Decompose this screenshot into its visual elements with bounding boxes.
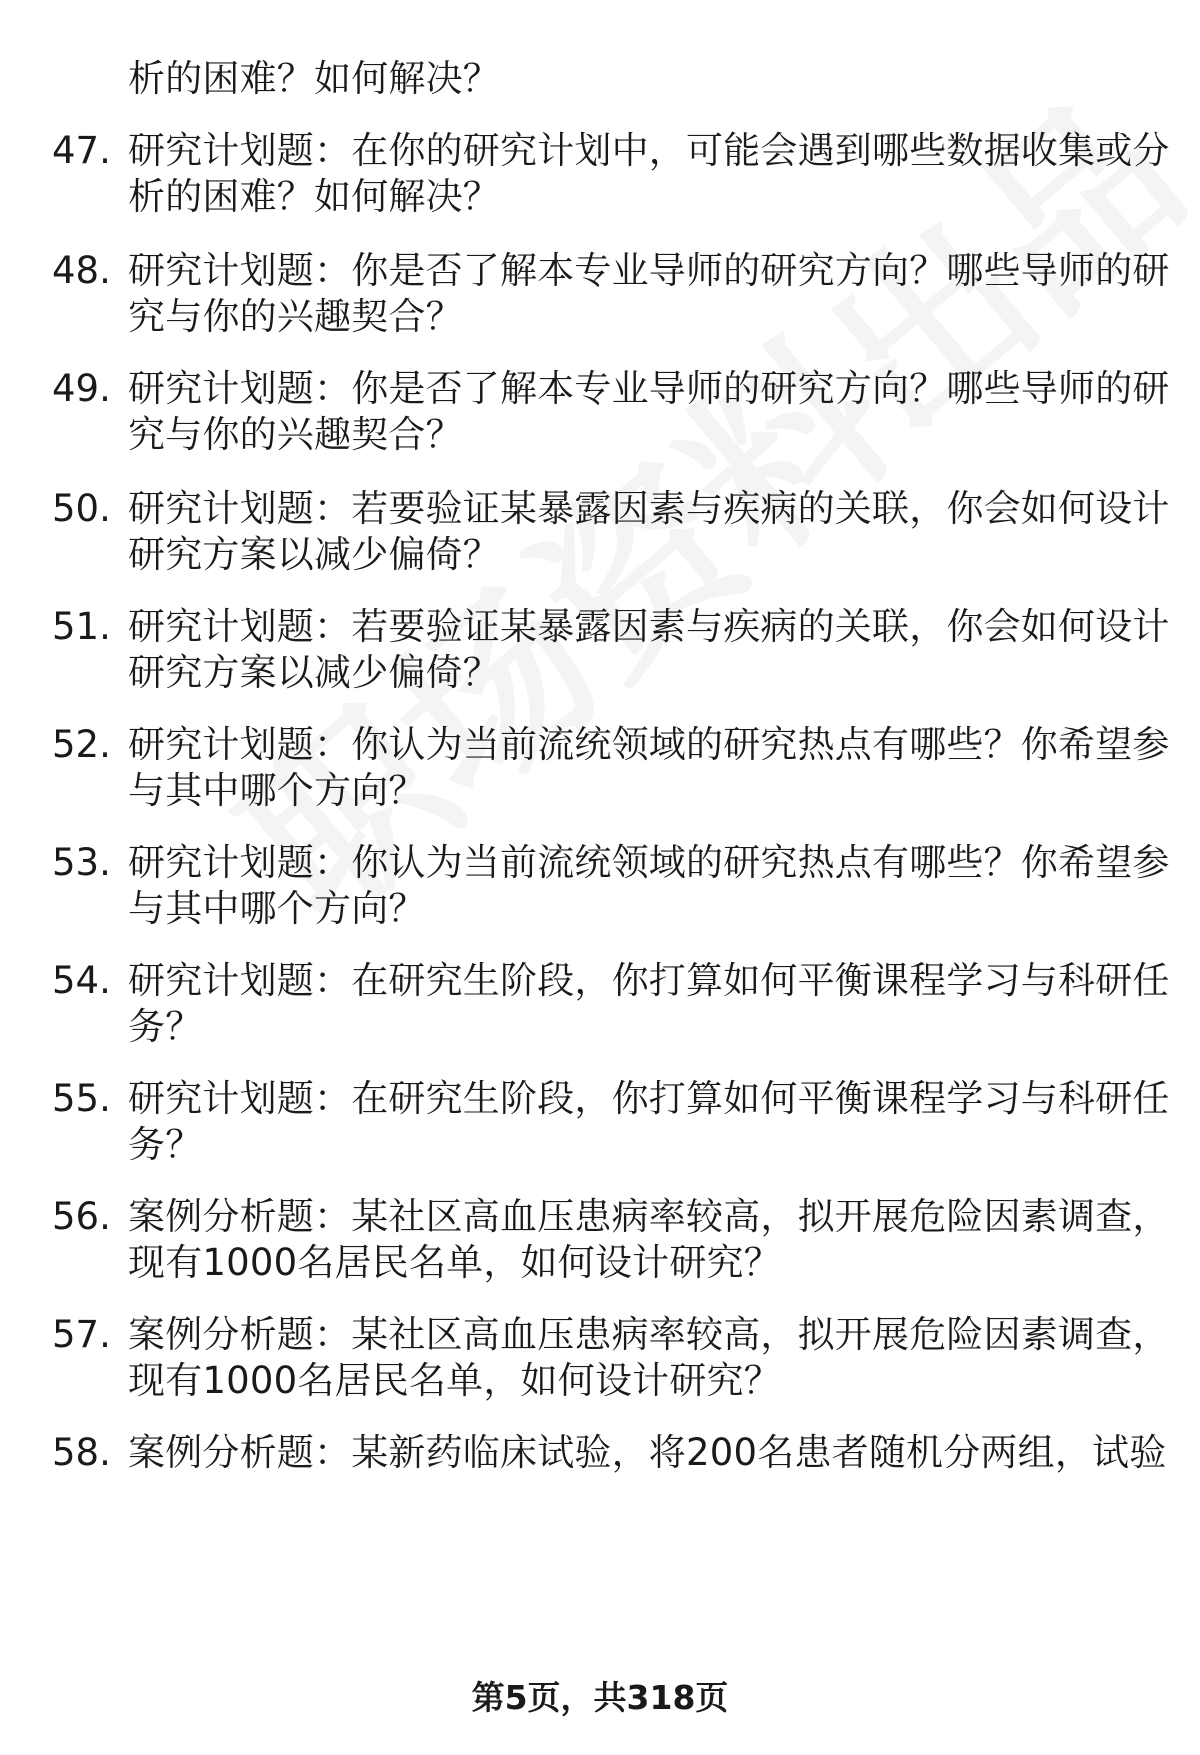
question-number: 53. — [52, 841, 111, 884]
question-text-line-1: 案例分析题：某社区高血压患病率较高，拟开展危险因素调查， — [128, 1195, 1170, 1238]
question-text-line-1: 研究计划题：你是否了解本专业导师的研究方向？哪些导师的研 — [128, 367, 1170, 410]
question-text-line-1: 研究计划题：你认为当前流统领域的研究热点有哪些？你希望参 — [128, 841, 1170, 884]
question-number: 50. — [52, 487, 111, 530]
question-text-line-1: 研究计划题：你是否了解本专业导师的研究方向？哪些导师的研 — [128, 249, 1170, 292]
question-number: 54. — [52, 959, 111, 1002]
question-text-line-1: 研究计划题：在你的研究计划中，可能会遇到哪些数据收集或分 — [128, 129, 1170, 172]
question-number: 57. — [52, 1313, 111, 1356]
question-text-line-2: 研究方案以减少偏倚？ — [128, 533, 500, 576]
question-text-line-1: 研究计划题：在研究生阶段，你打算如何平衡课程学习与科研任 — [128, 959, 1170, 1002]
question-number: 47. — [52, 129, 111, 172]
question-text-line-1: 案例分析题：某新药临床试验，将200名患者随机分两组，试验 — [128, 1431, 1167, 1474]
page-footer: 第5页，共318页 — [471, 1678, 729, 1717]
question-number: 51. — [52, 605, 111, 648]
question-text-line-2: 现有1000名居民名单，如何设计研究？ — [128, 1241, 781, 1284]
question-text-line-2: 现有1000名居民名单，如何设计研究？ — [128, 1359, 781, 1402]
question-text-line-1: 案例分析题：某社区高血压患病率较高，拟开展危险因素调查， — [128, 1313, 1170, 1356]
question-text-line-2: 析的困难？如何解决？ — [128, 175, 500, 218]
question-number: 56. — [52, 1195, 111, 1238]
question-text-line-2: 务？ — [128, 1123, 203, 1166]
question-text-line-2: 究与你的兴趣契合？ — [128, 295, 463, 338]
question-text-line-2: 务？ — [128, 1005, 203, 1048]
question-number: 52. — [52, 723, 111, 766]
question-number: 58. — [52, 1431, 111, 1474]
intro-line: 析的困难？如何解决？ — [128, 57, 500, 100]
question-text-line-2: 与其中哪个方向？ — [128, 887, 426, 930]
question-number: 55. — [52, 1077, 111, 1120]
question-text-line-2: 究与你的兴趣契合？ — [128, 413, 463, 456]
question-text-line-1: 研究计划题：你认为当前流统领域的研究热点有哪些？你希望参 — [128, 723, 1170, 766]
question-number: 48. — [52, 249, 111, 292]
question-text-line-1: 研究计划题：在研究生阶段，你打算如何平衡课程学习与科研任 — [128, 1077, 1170, 1120]
question-text-line-2: 研究方案以减少偏倚？ — [128, 651, 500, 694]
question-number: 49. — [52, 367, 111, 410]
question-text-line-2: 与其中哪个方向？ — [128, 769, 426, 812]
question-text-line-1: 研究计划题：若要验证某暴露因素与疾病的关联，你会如何设计 — [128, 487, 1170, 530]
question-text-line-1: 研究计划题：若要验证某暴露因素与疾病的关联，你会如何设计 — [128, 605, 1170, 648]
